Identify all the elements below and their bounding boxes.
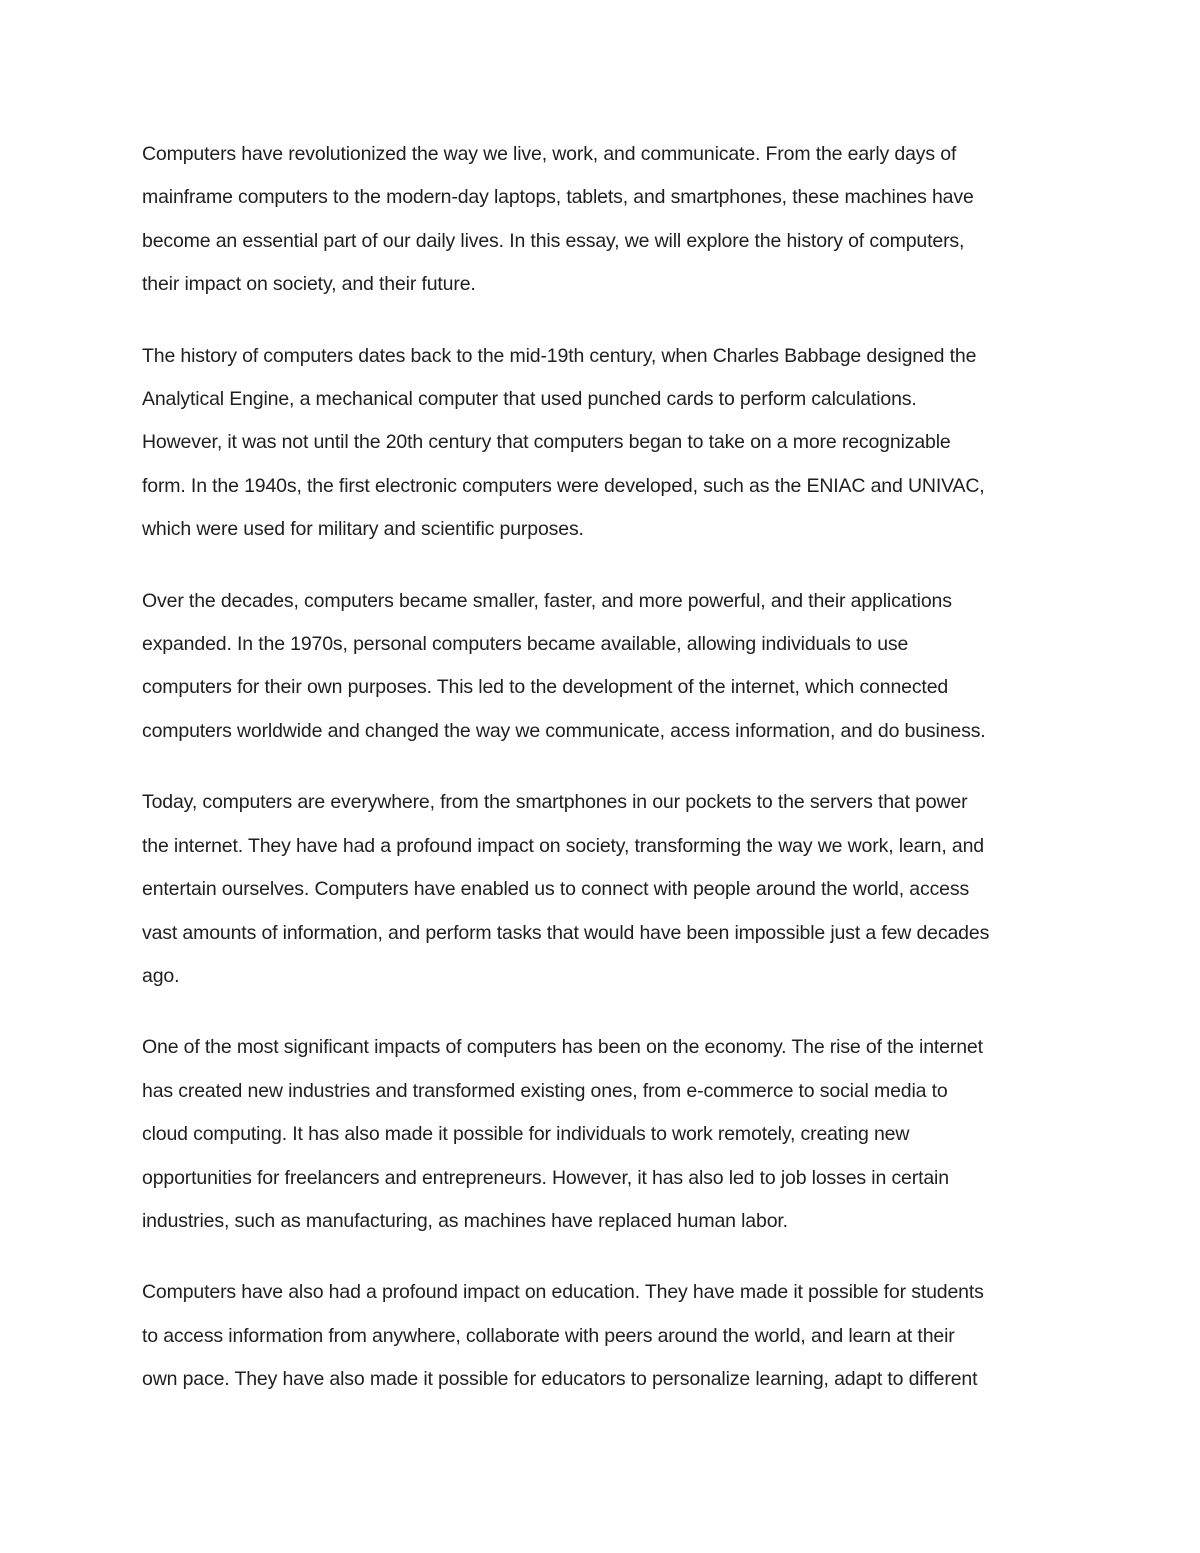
text-line: has created new industries and transformed existing ones, from e-commerce to social media to xyxy=(142,1079,948,1102)
text-line: their impact on society, and their future. xyxy=(142,273,476,296)
text-line: form. In the 1940s, the first electronic computers were developed, such as the ENIAC and UNIVAC, xyxy=(142,474,985,497)
text-line: the internet. They have had a profound impact on society, transforming the way we work, learn, and xyxy=(142,834,984,857)
text-line: expanded. In the 1970s, personal computers became available, allowing individuals to use xyxy=(142,633,909,656)
essay-body xyxy=(142,133,1082,1430)
paragraph-economy xyxy=(142,1026,1082,1243)
paragraph-today xyxy=(142,781,1082,998)
text-line: Over the decades, computers became smaller, faster, and more powerful, and their applications xyxy=(142,589,952,612)
text-line: ago. xyxy=(142,964,180,987)
paragraph-education xyxy=(142,1271,1082,1401)
text-line: computers for their own purposes. This led to the development of the internet, which connected xyxy=(142,676,949,699)
text-line: own pace. They have also made it possible for educators to personalize learning, adapt to different xyxy=(142,1368,978,1391)
text-line: industries, such as manufacturing, as machines have replaced human labor. xyxy=(142,1209,788,1232)
text-line: become an essential part of our daily lives. In this essay, we will explore the history of computers, xyxy=(142,229,965,252)
paragraph-introduction xyxy=(142,133,1082,307)
text-line: Computers have revolutionized the way we live, work, and communicate. From the early days of xyxy=(142,143,957,165)
text-line: vast amounts of information, and perform tasks that would have been impossible just a few decades xyxy=(142,921,990,944)
text-line: Today, computers are everywhere, from the smartphones in our pockets to the servers that power xyxy=(142,791,968,814)
text-line: cloud computing. It has also made it possible for individuals to work remotely, creating new xyxy=(142,1123,910,1146)
paragraph-decades xyxy=(142,580,1082,754)
text-line: entertain ourselves. Computers have enabled us to connect with people around the world, access xyxy=(142,878,970,901)
text-line: Analytical Engine, a mechanical computer that used punched cards to perform calculations. xyxy=(142,388,917,411)
text-line: mainframe computers to the modern-day laptops, tablets, and smartphones, these machines have xyxy=(142,186,974,209)
text-line: to access information from anywhere, collaborate with peers around the world, and learn at their xyxy=(142,1324,955,1347)
text-line: computers worldwide and changed the way we communicate, access information, and do business. xyxy=(142,719,986,742)
text-line: which were used for military and scientific purposes. xyxy=(142,518,584,541)
paragraph-history xyxy=(142,335,1082,552)
text-line: Computers have also had a profound impact on education. They have made it possible for students xyxy=(142,1281,984,1304)
text-line: The history of computers dates back to the mid-19th century, when Charles Babbage designed the xyxy=(142,344,977,367)
text-line: opportunities for freelancers and entrepreneurs. However, it has also led to job losses in certain xyxy=(142,1166,949,1189)
text-line: One of the most significant impacts of computers has been on the economy. The rise of the internet xyxy=(142,1036,983,1059)
text-line: However, it was not until the 20th century that computers began to take on a more recognizable xyxy=(142,431,951,454)
